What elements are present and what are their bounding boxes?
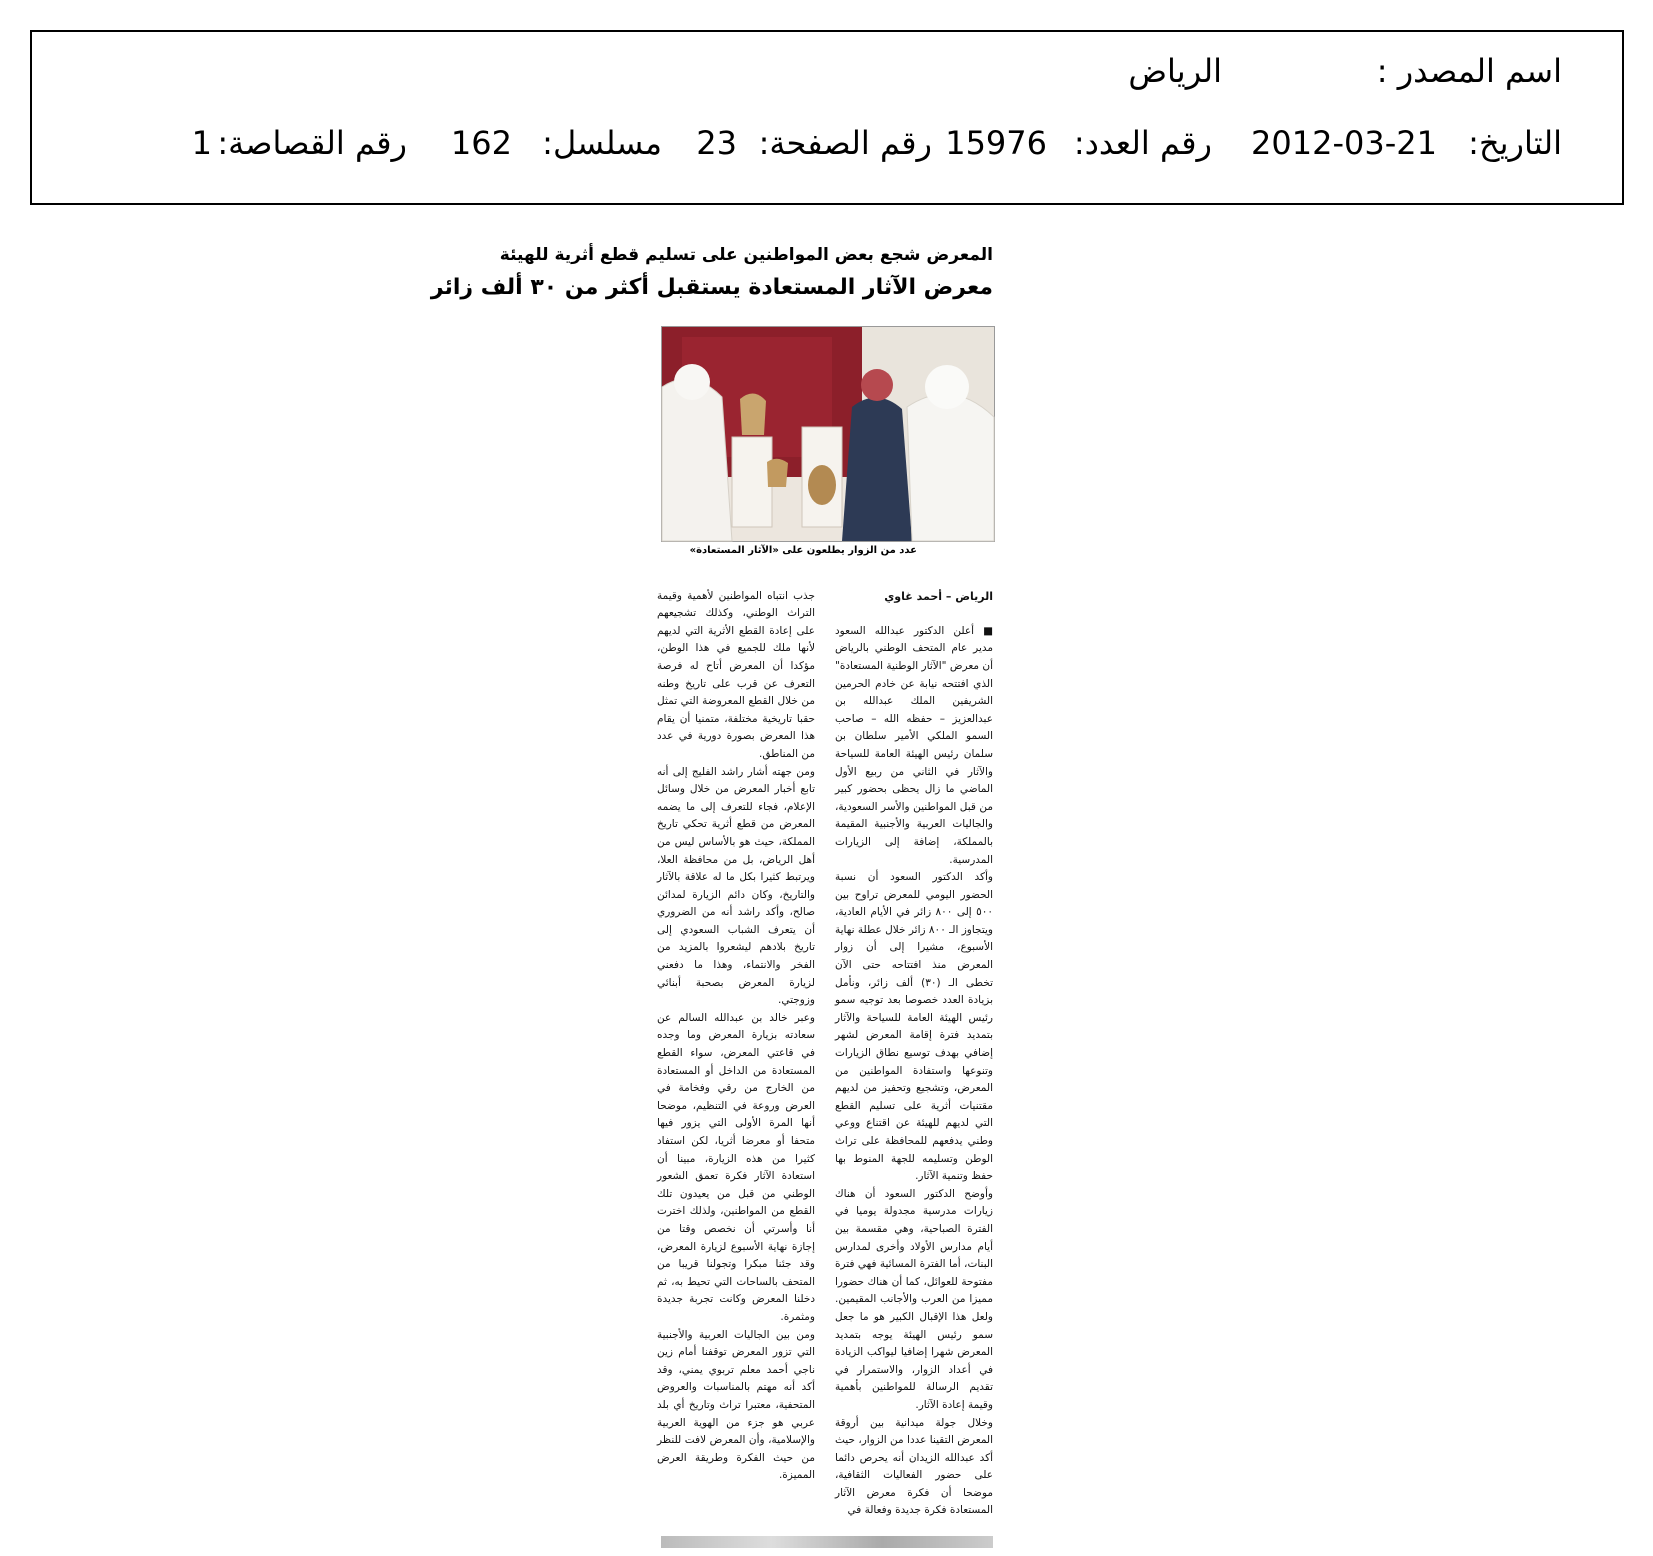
photo-caption: عدد من الزوار يطلعون على «الآثار المستعادة»: [689, 545, 917, 556]
page-value: 23: [696, 124, 737, 162]
article-column-right: [835, 570, 993, 1535]
details-row: [32, 124, 1622, 168]
issue-label: رقم العدد:: [1073, 124, 1212, 162]
article-headline: معرض الآثار المستعادة يستقبل أكثر من ٣٠ ألف زائر: [430, 275, 993, 300]
serial-label: مسلسل:: [542, 124, 662, 162]
source-label: اسم المصدر :: [1376, 52, 1562, 90]
serial-value: 162: [450, 124, 512, 162]
article-column-left-text: جذب انتباه المواطنين لأهمية وقيمة التراث الوطني، وكذلك تشجيعهم على إعادة القطع الأثرية التي لديهم لأنها ملك للجميع في هذا الوطن، مؤكدا أن المعرض أتاح له فرصة التعرف عن قرب على تاريخ وطنه من خلال القطع المعروضة التي تمثل حقبا تاريخية مختلفة، متمنيا أن يقام هذا المعرض بصورة دورية في عدد من المناطق. ومن جهته أشار راشد الفليج إلى أنه تابع أخبار المعرض من خلال وسائل الإعلام، فجاء للتعرف إلى ما يضمه المعرض من قطع أثرية تحكي تاريخ المملكة، حيث هو بالأساس ليس من أهل الرياض، بل من محافظة العلا، ويرتبط كثيرا بكل ما له علاقة بالآثار والتاريخ، وكان دائم الزيارة لمدائن صالح، وأكد راشد أنه من الضروري أن يتعرف الشباب السعودي إلى تاريخ بلادهم ليشعروا بالمزيد من الفخر والانتماء، وهذا ما دفعني لزيارة المعرض بصحبة أبنائي وزوجتي. وعبر خالد بن عبدالله السالم عن سعادته بزيارة المعرض وما وجده في قاعتي المعرض، سواء القطع المستعادة من الداخل أو المستعادة من الخارج من رقي وفخامة في العرض وروعة في التنظيم، موضحا أنها المرة الأولى التي يزور فيها متحفا أو معرضا أثريا، لكن استفاد كثيرا من هذه الزيارة، مبينا أن استعادة الآثار فكرة تعمق الشعور الوطني من قبل من يعيدون تلك القطع من المواطنين، ولذلك اخترت أنا وأسرتي أن نخصص وقتا من إجازة نهاية الأسبوع لزيارة المعرض، وقد جئنا مبكرا وتجولنا قريبا من المتحف بالساحات التي تحيط به، ثم دخلنا المعرض وكانت تجربة جديدة ومثمرة. ومن بين الجاليات العربية والأجنبية التي تزور المعرض توقفنا أمام زين ناجي أحمد معلم تربوي يمني، وقد أكد أنه مهتم بالمناسبات والعروض المتحفية، معتبرا تراث وتاريخ أي بلد عربي هو جزء من الهوية العربية والإسلامية، وأن المعرض لافت للنظر من حيث الفكرة وطريقة العرض المميزة.: [657, 589, 815, 1482]
page-label: رقم الصفحة:: [758, 124, 932, 162]
exhibition-visitors-photo: [662, 327, 994, 541]
newspaper-clipping: [430, 240, 995, 1548]
article-column-left: [657, 570, 815, 1535]
date-label: التاريخ:: [1468, 124, 1562, 162]
clipping-metadata-box: [30, 30, 1624, 205]
clip-label: رقم القصاصة:: [217, 124, 407, 162]
article-kicker: المعرض شجع بعض المواطنين على تسليم قطع أثرية للهيئة: [499, 245, 993, 265]
source-value-wrap: [1128, 52, 1222, 90]
date-value: 2012-03-21: [1251, 124, 1437, 162]
article-photo: [661, 326, 995, 542]
issue-value: 15976: [945, 124, 1047, 162]
article-byline: الرياض – أحمد غاوي: [884, 589, 993, 603]
clip-value: 1: [191, 124, 212, 162]
article-column-right-text: ■ أعلن الدكتور عبدالله السعود مدير عام المتحف الوطني بالرياض أن معرض "الآثار الوطنية المستعادة" الذي افتتحه نيابة عن خادم الحرمين الشريفين الملك عبدالله بن عبدالعزيز – حفظه الله – صاحب السمو الملكي الأمير سلطان بن سلمان رئيس الهيئة العامة للسياحة والآثار في الثاني من ربيع الأول الماضي ما زال يحظى بحضور كبير من قبل المواطنين والأسر السعودية، والجاليات العربية والأجنبية المقيمة بالمملكة، إضافة إلى الزيارات المدرسية. وأكد الدكتور السعود أن نسبة الحضور اليومي للمعرض تراوح بين ٥٠٠ إلى ٨٠٠ زائر في الأيام العادية، ويتجاوز الـ ٨٠٠ زائر خلال عطلة نهاية الأسبوع، مشيرا إلى أن زوار المعرض منذ افتتاحه حتى الآن تخطى الـ (٣٠) ألف زائر، ونأمل بزيادة العدد خصوصا بعد توجيه سمو رئيس الهيئة العامة للسياحة والآثار بتمديد فترة إقامة المعرض لشهر إضافي بهدف توسيع نطاق الزيارات وتنوعها واستفادة المواطنين من المعرض، وتشجيع وتحفيز من لديهم مقتنيات أثرية على تسليم القطع التي لديهم للهيئة عن اقتناع ووعي وطني يدفعهم للمحافظة على تراث الوطن وتسليمه للجهة المنوط بها حفظ وتنمية الآثار. وأوضح الدكتور السعود أن هناك زيارات مدرسية مجدولة يوميا في الفترة الصباحية، وهي مقسمة بين أيام مدارس الأولاد وأخرى لمدارس البنات، أما الفترة المسائية فهي فترة مفتوحة للعوائل، كما أن هناك حضورا مميزا من العرب والأجانب المقيمين. ولعل هذا الإقبال الكبير هو ما جعل سمو رئيس الهيئة يوجه بتمديد المعرض شهرا إضافيا ليواكب الزيادة في أعداد الزوار، والاستمرار في تقديم الرسالة للمواطنين بأهمية وقيمة إعادة الآثار. وخلال جولة ميدانية بين أروقة المعرض التقينا عددا من الزوار، حيث أكد عبدالله الزيدان أنه يحرص دائما على حضور الفعاليات الثقافية، موضحا أن فكرة معرض الآثار المستعادة فكرة جديدة وفعالة في: [834, 624, 994, 1517]
source-value: الرياض: [1128, 52, 1222, 90]
next-photo-edge: [661, 1536, 993, 1548]
source-row: [1377, 52, 1562, 90]
